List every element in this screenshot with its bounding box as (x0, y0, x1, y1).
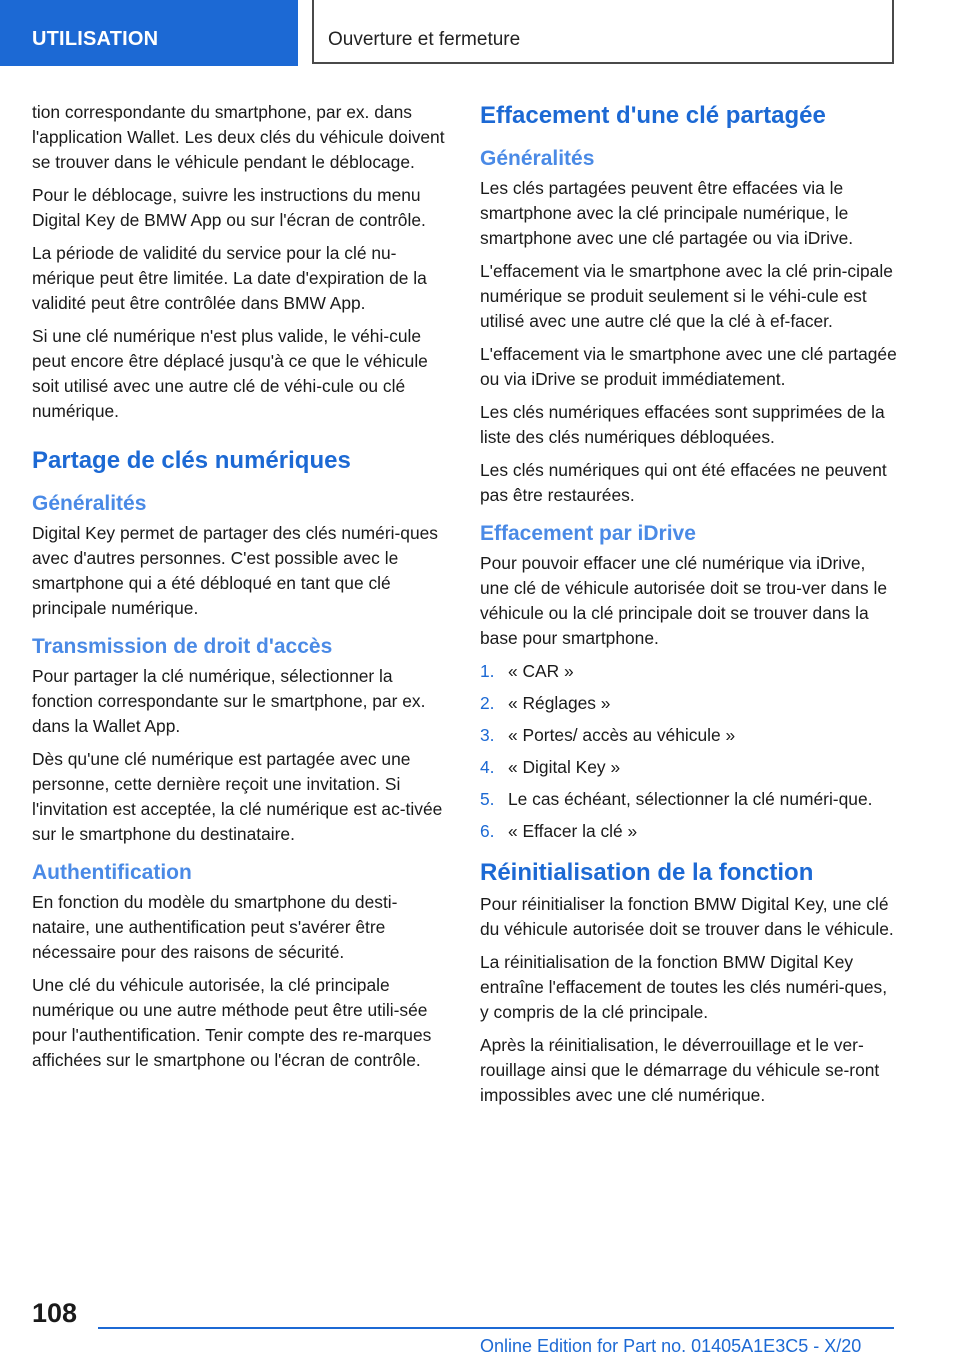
left-column (32, 100, 450, 1081)
paragraph: tion correspondante du smartphone, par ex. dans l'application Wallet. Les deux clés du véhicule doivent se trouver dans le véhicule pendant le déblocage. (32, 102, 445, 172)
step-text: « Réglages » (508, 693, 611, 713)
heading-reinitialisation: Réinitialisation de la fonction (480, 859, 814, 886)
subheading-transmission: Transmission de droit d'accès (32, 635, 333, 658)
footer-divider (98, 1327, 894, 1329)
subheading-generalites: Généralités (32, 492, 147, 515)
right-column (480, 101, 898, 1116)
paragraph: Les clés numériques effacées sont supprimées de la liste des clés numériques débloquées. (480, 402, 885, 447)
paragraph: Les clés partagées peuvent être effacées via le smartphone avec la clé principale numérique, le smartphone avec une clé partagée ou via iDrive. (480, 178, 854, 248)
step-number: 5. (480, 789, 495, 809)
paragraph: La période de validité du service pour la clé nu-mérique peut être limitée. La date d'expiration de la validité peut être contrôlée dans BMW App. (32, 243, 427, 313)
paragraph: Digital Key permet de partager des clés numéri-ques avec d'autres personnes. C'est possible avec le smartphone qui a été débloqué en tant que clé principale numérique. (32, 523, 438, 618)
paragraph: Pour réinitialiser la fonction BMW Digital Key, une clé du véhicule autorisée doit se trouver dans le véhicule. (480, 894, 894, 939)
step-number: 2. (480, 693, 495, 713)
step-number: 6. (480, 821, 495, 841)
list-item (480, 819, 898, 844)
paragraph: Une clé du véhicule autorisée, la clé principale numérique ou une autre méthode peut être utili-sée pour l'authentification. Tenir compte des re-marques affichées sur le smartphone ou l'écran de contrôle. (32, 975, 432, 1070)
list-item (480, 723, 898, 748)
paragraph: Les clés numériques qui ont été effacées ne peuvent pas être restaurées. (480, 460, 887, 505)
paragraph: La réinitialisation de la fonction BMW Digital Key entraîne l'effacement de toutes les clés numéri-ques, y compris de la clé principale. (480, 952, 888, 1022)
step-text: Le cas échéant, sélectionner la clé numéri-que. (508, 789, 873, 809)
page-header (0, 0, 960, 66)
step-number: 1. (480, 661, 495, 681)
chapter-tab (312, 0, 894, 64)
paragraph: Pour le déblocage, suivre les instructions du menu Digital Key de BMW App ou sur l'écran de contrôle. (32, 185, 426, 230)
edition-note: Online Edition for Part no. 01405A1E3C5 - X/20 (480, 1336, 862, 1356)
paragraph: L'effacement via le smartphone avec la clé prin-cipale numérique se produit seulement si le véhi-cule est utilisé avec une autre clé que la clé à ef-facer. (480, 261, 893, 331)
paragraph: Après la réinitialisation, le déverrouillage et le ver-rouillage ainsi que le démarrage du véhicule se-ront impossibles avec une clé numérique. (480, 1035, 880, 1105)
list-item (480, 787, 898, 812)
step-text: « CAR » (508, 661, 574, 681)
paragraph: Pour partager la clé numérique, sélectionner la fonction correspondante sur le smartphone, par ex. dans la Wallet App. (32, 666, 426, 736)
paragraph: Si une clé numérique n'est plus valide, le véhi-cule peut encore être déplacé jusqu'à ce que le véhicule soit utilisé avec une autre clé de véhi-cule ou clé numérique. (32, 326, 428, 421)
steps-list (480, 659, 898, 844)
paragraph: Dès qu'une clé numérique est partagée avec une personne, cette dernière reçoit une invitation. Si l'invitation est acceptée, la clé numérique est ac-tivée sur le smartphone du destinataire. (32, 749, 443, 844)
section-title: UTILISATION (32, 28, 159, 50)
subheading-idrive: Effacement par iDrive (480, 522, 696, 545)
section-tab (0, 0, 298, 66)
list-item (480, 755, 898, 780)
paragraph: L'effacement via le smartphone avec une clé partagée ou via iDrive se produit immédiatement. (480, 344, 897, 389)
step-number: 3. (480, 725, 495, 745)
list-item (480, 659, 898, 684)
step-text: « Digital Key » (508, 757, 621, 777)
chapter-title: Ouverture et fermeture (328, 29, 521, 50)
heading-partage: Partage de clés numériques (32, 447, 351, 474)
step-text: « Effacer la clé » (508, 821, 638, 841)
step-number: 4. (480, 757, 495, 777)
heading-effacement: Effacement d'une clé partagée (480, 102, 826, 129)
list-item (480, 691, 898, 716)
subheading-generalites: Généralités (480, 147, 595, 170)
page-number: 108 (32, 1298, 78, 1328)
step-text: « Portes/ accès au véhicule » (508, 725, 736, 745)
subheading-authentification: Authentification (32, 861, 192, 884)
paragraph: En fonction du modèle du smartphone du desti-nataire, une authentification peut s'avérer être nécessaire pour des raisons de sécurité. (32, 892, 398, 962)
paragraph: Pour pouvoir effacer une clé numérique via iDrive, une clé de véhicule autorisée doit se trou-ver dans le véhicule ou la clé principale doit se trouver dans la base pour smartphone. (480, 553, 887, 648)
